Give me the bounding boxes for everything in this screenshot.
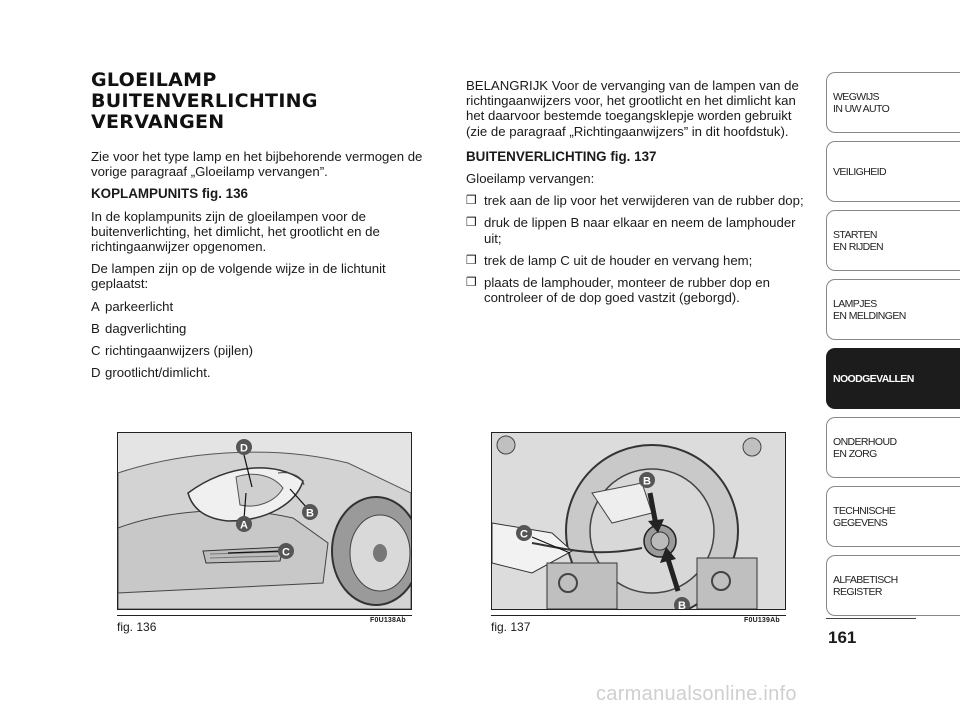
- tab-label: NOODGEVALLEN: [833, 372, 914, 385]
- important-note: BELANGRIJK Voor de vervanging van de lampen van de richtingaanwijzers voor, het grootlicht en het dimlicht kan het daarvoor bestemde toegangsklepje worden gebruikt (zie de paragraaf „Richtingaanwijzers” in dit hoofdstuk).: [466, 78, 799, 139]
- lead-text: Gloeilamp vervangen:: [466, 171, 595, 187]
- tab-wegwijs[interactable]: [826, 72, 960, 133]
- list-item: ❒ plaats de lamphouder, monteer de rubber dop en controleer of de dop goed vastzit (geborgd).: [466, 275, 770, 306]
- caption-rule: [491, 615, 786, 616]
- code-fig136: F0U138Ab: [370, 617, 406, 624]
- tab-label: VEILIGHEID: [833, 165, 886, 178]
- tab-label: ONDERHOUD EN ZORG: [833, 435, 897, 460]
- tab-label: WEGWIJS IN UW AUTO: [833, 90, 890, 115]
- tab-noodgevallen[interactable]: [826, 348, 960, 409]
- list-item: A parkeerlicht: [91, 298, 174, 314]
- page-number: 161: [828, 628, 857, 647]
- headlight-illustration: [117, 432, 412, 610]
- subheading-koplampunits: KOPLAMPUNITS fig. 136: [91, 186, 248, 202]
- label-b: B: [306, 507, 314, 520]
- figure-136: [117, 432, 412, 610]
- subheading-buitenverlichting: BUITENVERLICHTING fig. 137: [466, 148, 657, 164]
- lamp-holder-illustration: [491, 432, 786, 610]
- tab-label: TECHNISCHE GEGEVENS: [833, 504, 896, 529]
- tab-label: STARTEN EN RIJDEN: [833, 228, 884, 253]
- label-c: C: [282, 546, 290, 559]
- right-column: [466, 78, 812, 312]
- label-c: C: [520, 528, 528, 541]
- code-fig137: F0U139Ab: [744, 617, 780, 624]
- label-a: A: [240, 519, 248, 532]
- tab-lampjes[interactable]: [826, 279, 960, 340]
- label-b-bottom: B: [678, 600, 686, 610]
- list-item: ❒ trek de lamp C uit de houder en vervang hem;: [466, 252, 753, 268]
- left-column: [91, 70, 433, 387]
- section-title: GLOEILAMP BUITENVERLICHTING VERVANGEN: [91, 69, 318, 133]
- paragraph-placement: De lampen zijn op de volgende wijze in de lichtunit geplaatst:: [91, 261, 386, 292]
- list-item: ❒ druk de lippen B naar elkaar en neem de lamphouder uit;: [466, 215, 796, 246]
- list-item: B dagverlichting: [91, 320, 187, 336]
- tab-onderhoud[interactable]: [826, 417, 960, 478]
- label-b-top: B: [643, 475, 651, 488]
- tab-technische[interactable]: [826, 486, 960, 547]
- paragraph-units: In de koplampunits zijn de gloeilampen voor de buitenverlichting, het dimlicht, het grootlicht en de richtingaanwijzer opgenomen.: [91, 208, 380, 255]
- caption-fig136: fig. 136: [117, 620, 157, 634]
- list-item: ❒ trek aan de lip voor het verwijderen van de rubber dop;: [466, 193, 804, 209]
- tab-label: LAMPJES EN MELDINGEN: [833, 297, 906, 322]
- lamp-list: [91, 299, 433, 381]
- label-d: D: [240, 442, 248, 455]
- tab-starten[interactable]: [826, 210, 960, 271]
- chapter-tabs: [826, 72, 960, 624]
- intro-text: Zie voor het type lamp en het bijbehorende vermogen de vorige paragraaf „Gloeilamp vervangen”.: [91, 149, 423, 180]
- tab-register[interactable]: [826, 555, 960, 616]
- caption-fig137: fig. 137: [491, 620, 531, 634]
- list-item: C richtingaanwijzers (pijlen): [91, 343, 254, 359]
- page-number-rule: [826, 618, 916, 619]
- tab-veiligheid[interactable]: [826, 141, 960, 202]
- list-item: D grootlicht/dimlicht.: [91, 365, 211, 381]
- figure-137: [491, 432, 786, 610]
- tab-label: ALFABETISCH REGISTER: [833, 573, 898, 598]
- watermark: carmanualsonline.info: [596, 683, 797, 705]
- caption-rule: [117, 615, 412, 616]
- steps-list: [466, 193, 812, 305]
